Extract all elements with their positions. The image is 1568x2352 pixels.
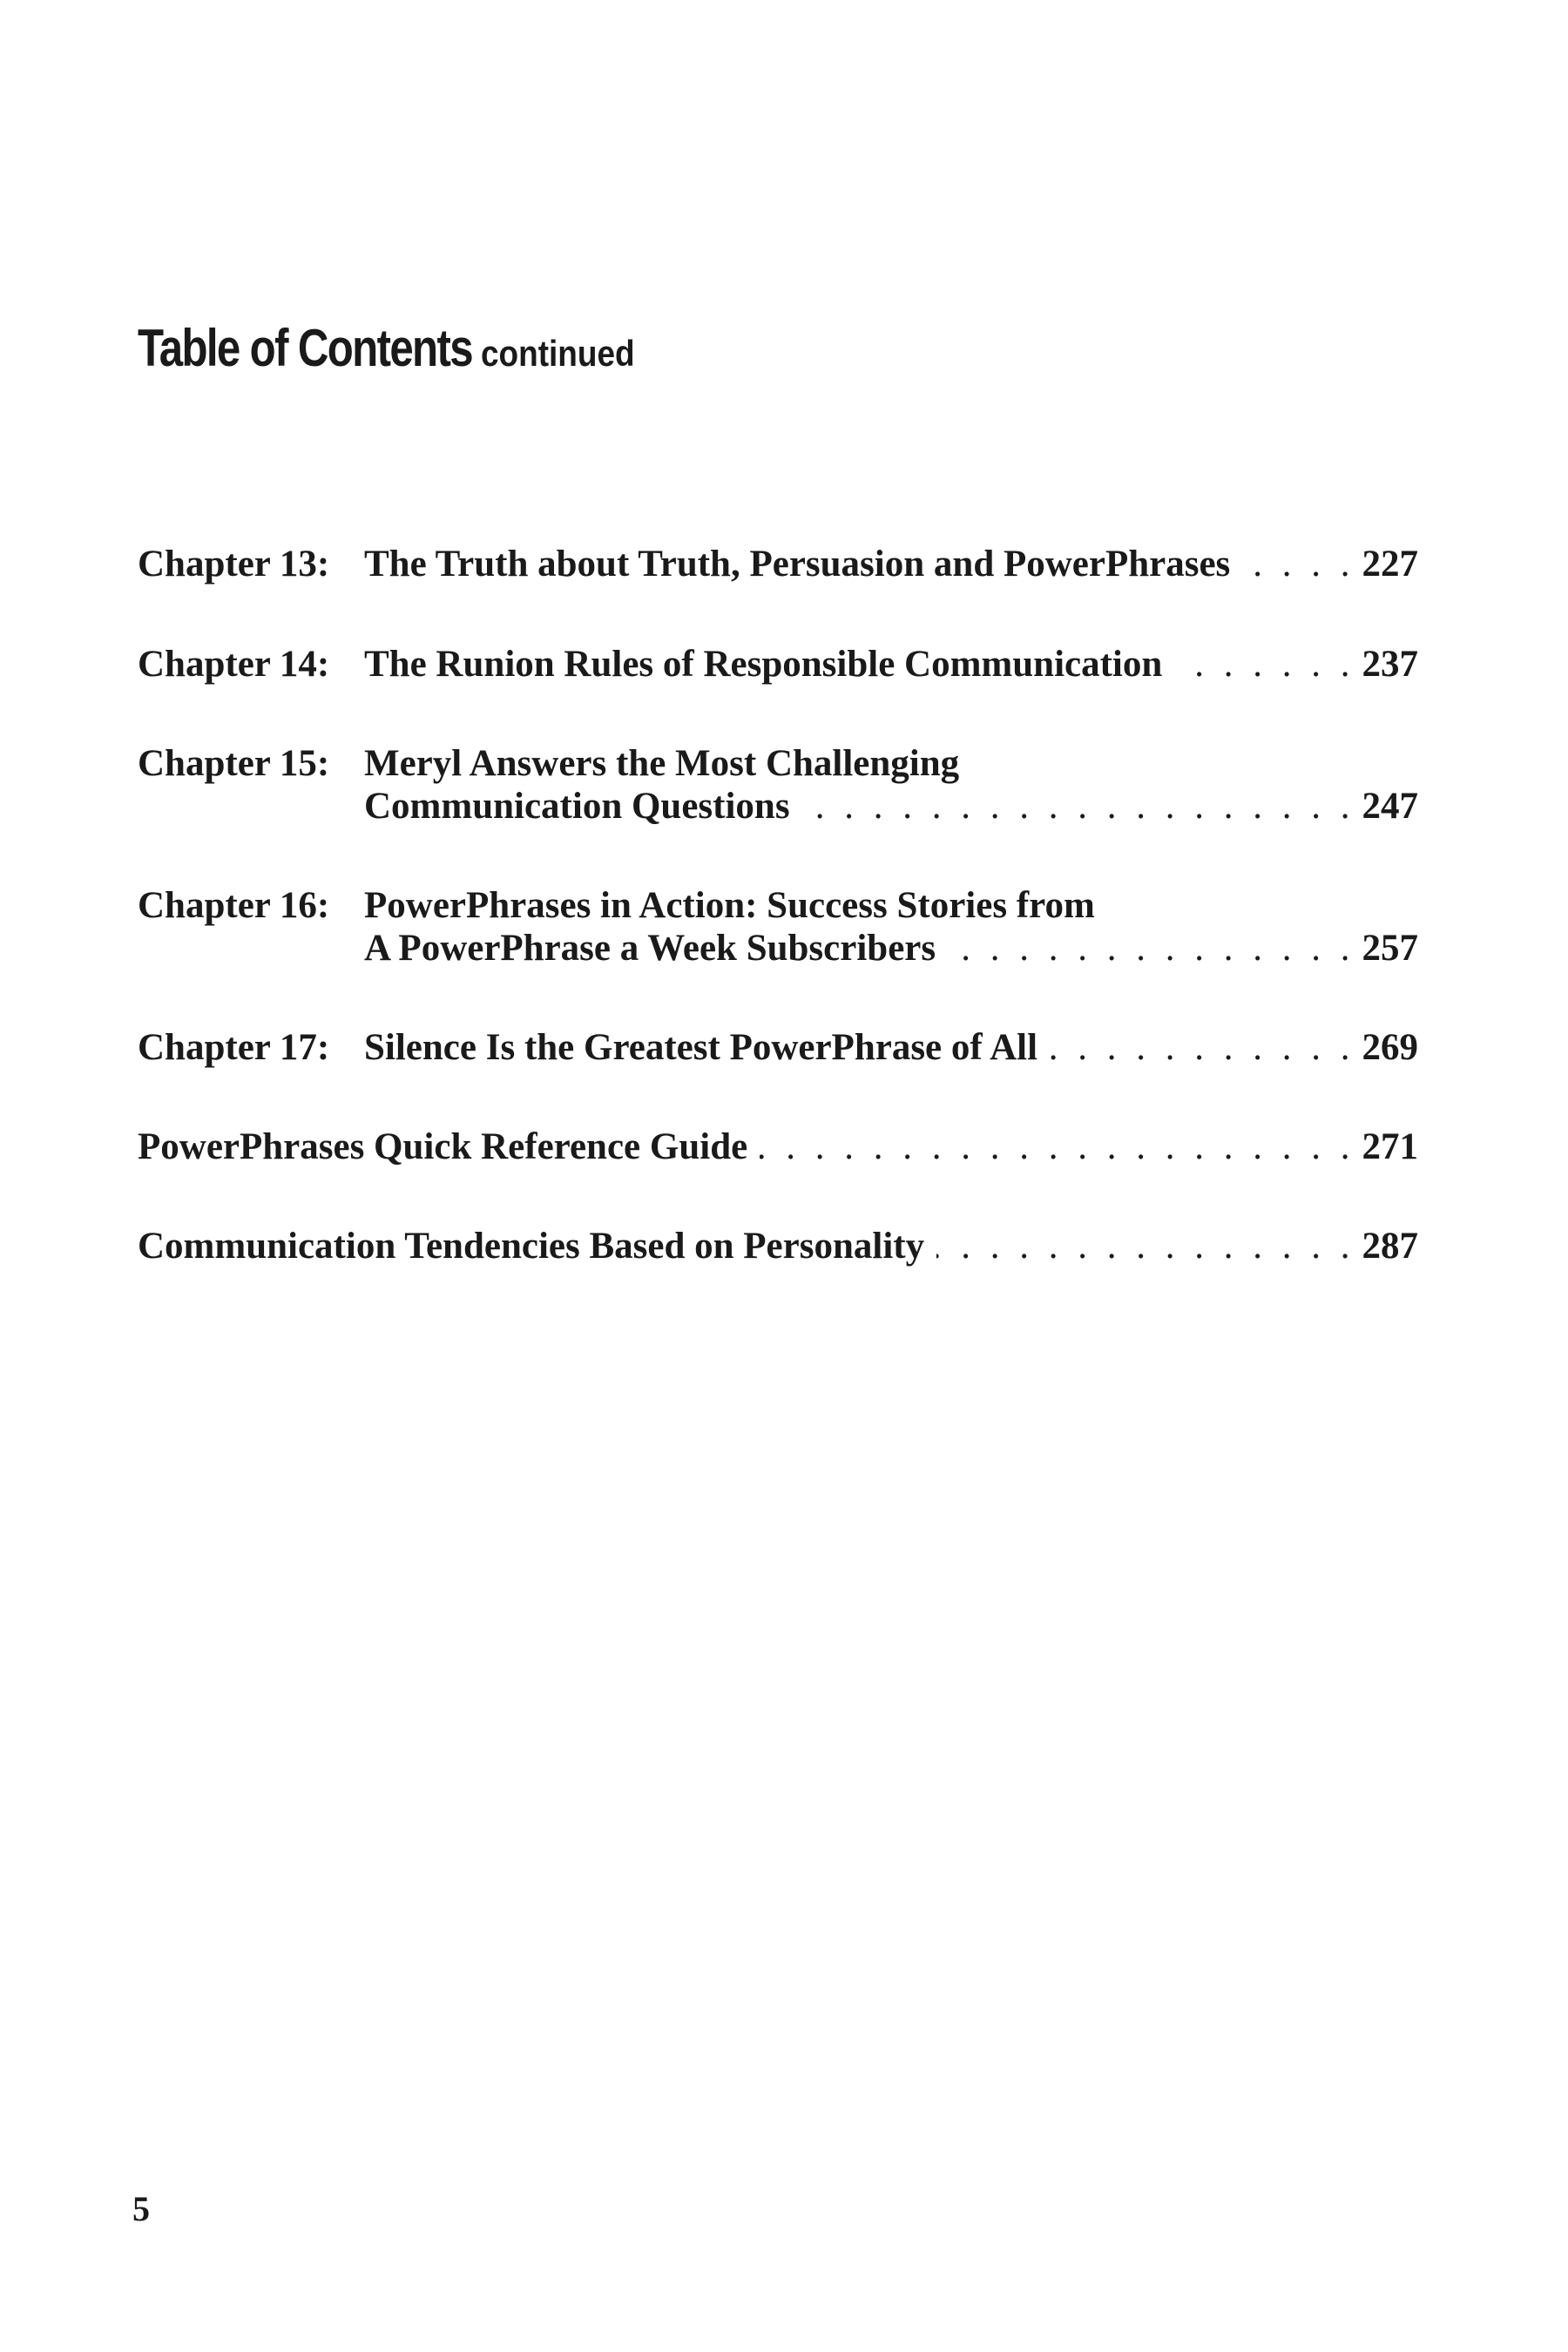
toc-entry-page: 247 <box>1362 786 1418 827</box>
toc-entry-label: Chapter 14: <box>138 644 330 685</box>
toc-entry-title: Silence Is the Greatest PowerPhrase of All <box>364 1027 1038 1068</box>
toc-entry-chapter-15[interactable] <box>138 742 1418 828</box>
toc-entry-quick-reference-guide[interactable] <box>138 1125 1418 1168</box>
toc-heading <box>138 319 656 377</box>
toc-leader-dots <box>760 1125 1355 1168</box>
toc-entry-label: Chapter 16: <box>138 885 330 926</box>
toc-leader-dots <box>1242 543 1355 585</box>
toc-entry-chapter-13[interactable] <box>138 543 1418 585</box>
toc-entry-page: 287 <box>1362 1226 1418 1267</box>
page-number: 5 <box>132 2189 150 2228</box>
toc-entry-title: Communication Tendencies Based on Personality <box>138 1226 925 1267</box>
toc-heading-continued: continued <box>481 333 635 374</box>
toc-leader-dots <box>802 785 1355 828</box>
toc-entry-title: PowerPhrases Quick Reference Guide <box>138 1126 748 1167</box>
toc-entry-page: 271 <box>1362 1126 1418 1167</box>
toc-entry-title: The Truth about Truth, Persuasion and PowerPhrases <box>364 544 1231 585</box>
toc-entry-page: 269 <box>1362 1027 1418 1068</box>
toc-heading-title: Table of Contents <box>138 319 472 377</box>
toc-entry-label: Chapter 17: <box>138 1027 330 1068</box>
toc-leader-dots <box>1174 643 1355 686</box>
toc-leader-dots <box>1050 1026 1355 1069</box>
toc-entry-chapter-14[interactable] <box>138 643 1418 686</box>
toc-entry-page: 227 <box>1362 544 1418 585</box>
toc-entry-communication-tendencies[interactable] <box>138 1225 1418 1267</box>
toc-entry-label: Chapter 15: <box>138 743 330 784</box>
toc-entry-chapter-17[interactable] <box>138 1026 1418 1069</box>
toc-entry-page: 237 <box>1362 644 1418 685</box>
toc-entry-label: Chapter 13: <box>138 544 330 585</box>
toc-leader-dots <box>948 927 1355 970</box>
toc-entry-title: PowerPhrases in Action: Success Stories from <box>364 885 1095 926</box>
toc-entry-chapter-16[interactable] <box>138 884 1418 970</box>
toc-entry-page: 257 <box>1362 928 1418 969</box>
toc-entry-title: The Runion Rules of Responsible Communication <box>364 644 1163 685</box>
toc-entry-title-continued: Communication Questions <box>364 786 790 827</box>
toc-leader-dots <box>936 1225 1355 1267</box>
toc-entry-title: Meryl Answers the Most Challenging <box>364 743 960 784</box>
toc-entry-title-continued: A PowerPhrase a Week Subscribers <box>364 928 936 969</box>
